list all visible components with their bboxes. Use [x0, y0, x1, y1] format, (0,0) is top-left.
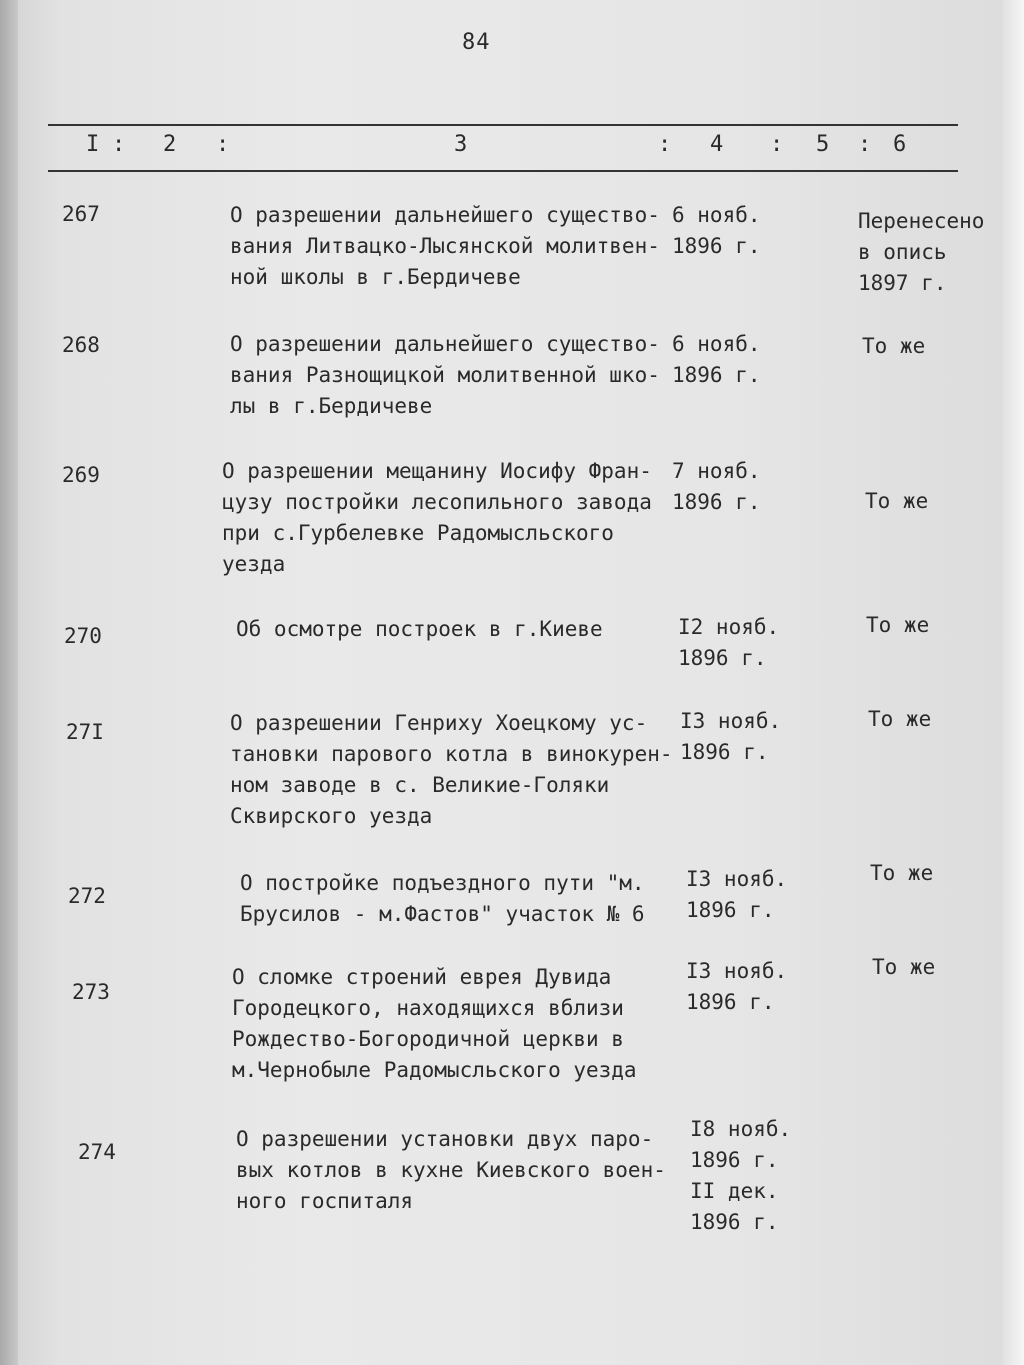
column-separator: :: [216, 132, 230, 157]
case-note: То же: [872, 955, 936, 979]
page-number: 84: [462, 30, 491, 55]
case-title: О разрешении установки двух паро- вых котлов в кухне Киевского воен- ного госпиталя: [236, 1127, 666, 1213]
header-rule-top: [48, 124, 958, 126]
case-title: О сломке строений еврея Дувида Городецкого, находящихся вблизи Рождество-Богородичной церкви в м.Чернобыле Радомысльского уезда: [232, 965, 637, 1082]
column-separator: :: [858, 132, 872, 157]
case-date: 6 нояб. 1896 г.: [672, 203, 761, 258]
case-date: I3 нояб. 1896 г.: [686, 867, 788, 922]
case-number: 270: [64, 624, 102, 648]
case-note: То же: [868, 707, 932, 731]
case-number: 267: [62, 202, 100, 226]
case-number: 273: [72, 980, 110, 1004]
case-note: То же: [862, 334, 926, 358]
case-title: Об осмотре построек в г.Киеве: [236, 617, 603, 641]
case-number: 272: [68, 884, 106, 908]
column-separator: :: [770, 132, 784, 157]
case-note: То же: [865, 489, 929, 513]
case-date: I3 нояб. 1896 г.: [680, 709, 782, 764]
case-note: То же: [870, 861, 934, 885]
column-header-1: I: [86, 132, 100, 157]
case-note: Перенесено в опись 1897 г.: [858, 209, 985, 295]
case-date: I2 нояб. 1896 г.: [678, 615, 780, 670]
case-title: О постройке подъездного пути "м. Брусилов - м.Фастов" участок № 6: [240, 871, 645, 926]
column-header-2: 2: [163, 132, 177, 157]
column-header-3: 3: [454, 132, 468, 157]
case-title: О разрешении дальнейшего существо- вания Литвацко-Лысянской молитвен- ной школы в г.Бердичеве: [230, 203, 660, 289]
case-number: 269: [62, 463, 100, 487]
case-title: О разрешении Генриху Хоецкому ус- тановки парового котла в винокурен- ном заводе в с. Великие-Голяки Сквирского уезда: [230, 711, 673, 828]
case-date: 6 нояб. 1896 г.: [672, 332, 761, 387]
case-number: 27I: [66, 720, 104, 744]
column-header-6: 6: [893, 132, 907, 157]
case-date: 7 нояб. 1896 г.: [672, 459, 761, 514]
case-date: I3 нояб. 1896 г.: [686, 959, 788, 1014]
case-title: О разрешении дальнейшего существо- вания Разнощицкой молитвенной шко- лы в г.Бердичеве: [230, 332, 660, 418]
column-header-4: 4: [710, 132, 724, 157]
case-number: 274: [78, 1140, 116, 1164]
column-separator: :: [658, 132, 672, 157]
column-separator: :: [112, 132, 126, 157]
column-header-5: 5: [816, 132, 830, 157]
case-number: 268: [62, 333, 100, 357]
case-date: I8 нояб. 1896 г. II дек. 1896 г.: [690, 1117, 792, 1234]
case-note: То же: [866, 613, 930, 637]
header-rule-bottom: [48, 170, 958, 172]
case-title: О разрешении мещанину Иосифу Фран- цузу постройки лесопильного завода при с.Гурбелевке Радомысльского уезда: [222, 459, 652, 576]
